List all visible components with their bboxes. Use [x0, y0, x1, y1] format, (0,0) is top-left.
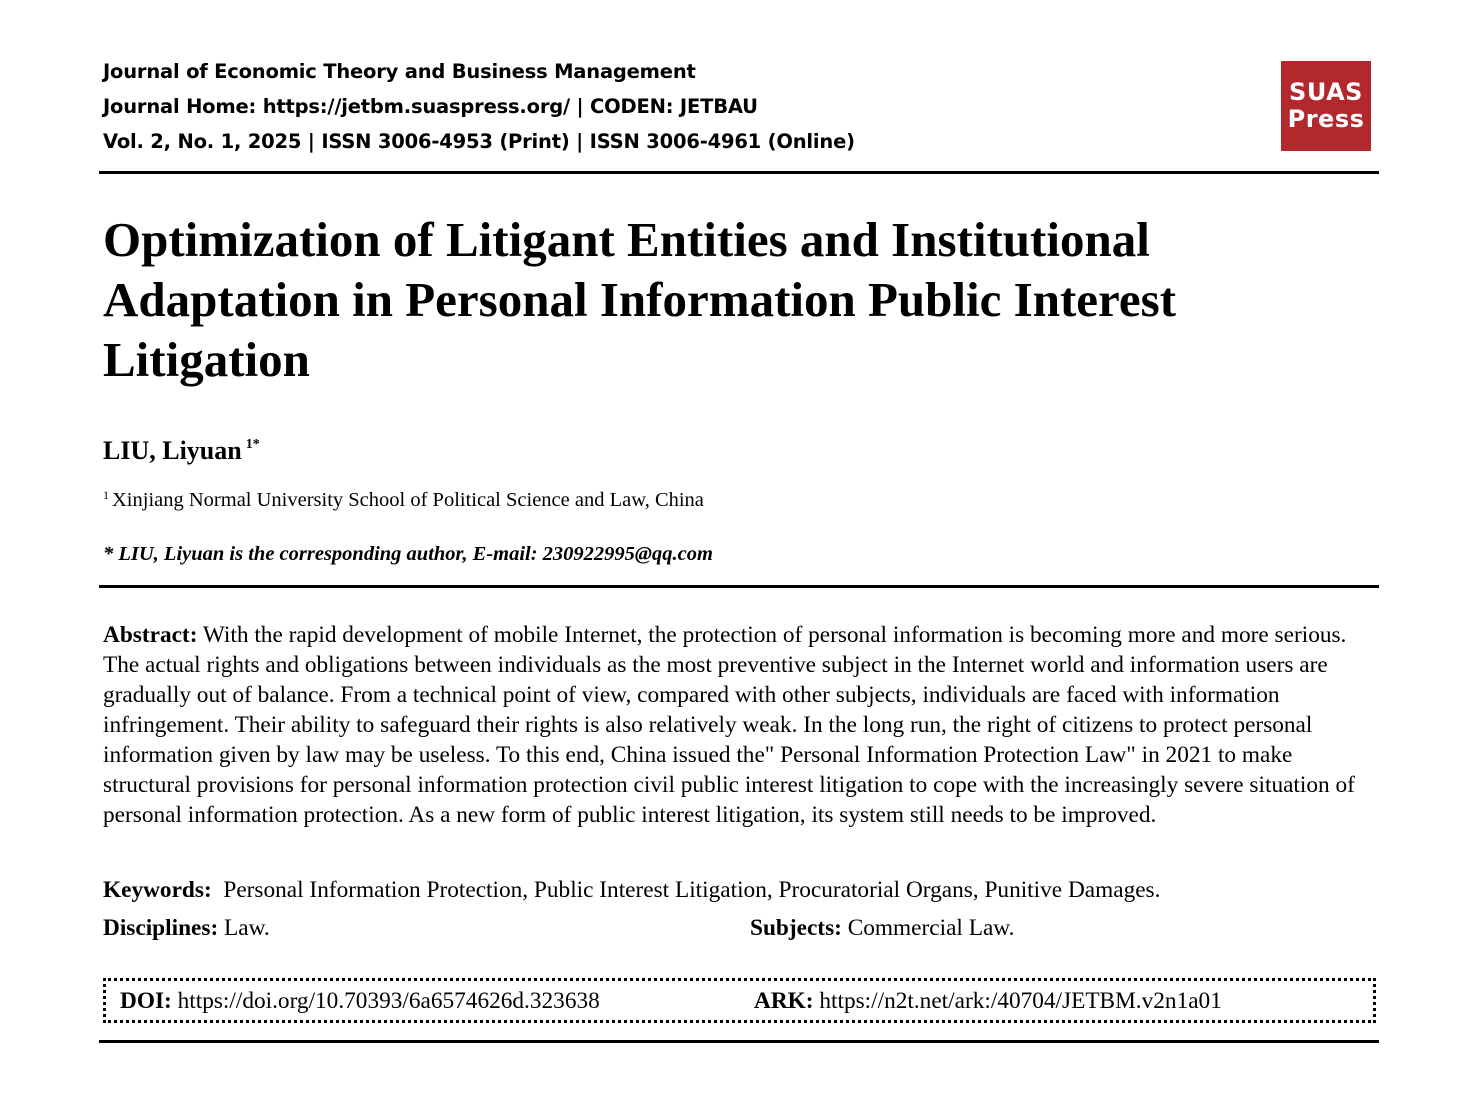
disciplines-line [103, 913, 270, 943]
doi-label: DOI: [120, 988, 172, 1014]
journal-name: Journal of Economic Theory and Business Management [103, 60, 696, 83]
author-marker: 1* [245, 437, 260, 452]
ark-label: ARK: [754, 988, 814, 1014]
disciplines-text: Law. [224, 915, 270, 941]
volume-issn-line: Vol. 2, No. 1, 2025 | ISSN 3006-4953 (Print) | ISSN 3006-4961 (Online) [103, 130, 855, 153]
identifier-box [103, 978, 1376, 1023]
keywords-line [103, 875, 1160, 905]
logo-line-1: SUAS [1289, 78, 1363, 106]
doi-link[interactable]: https://doi.org/10.70393/6a6574626d.323638 [177, 988, 600, 1014]
header-divider [99, 171, 1379, 174]
abstract-label: Abstract: [103, 622, 198, 648]
logo-line-2: Press [1287, 105, 1365, 133]
keywords-text: Personal Information Protection, Public Interest Litigation, Procuratorial Organs, Punitive Damages. [223, 877, 1161, 903]
subjects-line [750, 913, 1014, 943]
ark-link[interactable]: https://n2t.net/ark:/40704/JETBM.v2n1a01 [819, 988, 1222, 1014]
ark-line [754, 986, 1222, 1016]
author-line [103, 428, 260, 468]
doi-line [120, 986, 600, 1016]
affiliation-text: Xinjiang Normal University School of Political Science and Law, China [112, 489, 704, 511]
journal-home-line: Journal Home: https://jetbm.suaspress.org/ | CODEN: JETBAU [103, 95, 758, 118]
abstract-divider [99, 585, 1379, 588]
author-name: LIU, Liyuan [103, 436, 242, 465]
affiliation-line [103, 481, 704, 514]
keywords-label: Keywords: [103, 877, 212, 903]
disciplines-label: Disciplines: [103, 915, 219, 941]
abstract-paragraph [103, 620, 1373, 830]
footer-divider [99, 1040, 1379, 1043]
suas-press-logo [1281, 61, 1371, 151]
abstract-text: With the rapid development of mobile Internet, the protection of personal information is becoming more and more serious. The actual rights and obligations between individuals as the most preventive subject in the Internet world and information users are gradually out of balance. From a technical point of view, compared with other subjects, individuals are faced with information infringement. Their ability to safeguard their rights is also relatively weak. In the long run, the right of citizens to protect personal information given by law may be useless. To this end, China issued the" Personal Information Protection Law" in 2021 to make structural provisions for personal information protection civil public interest litigation to cope with the increasingly severe situation of personal information protection. As a new form of public interest litigation, its system still needs to be improved. [103, 622, 1355, 828]
affiliation-marker: 1 [103, 488, 109, 502]
subjects-text: Commercial Law. [847, 915, 1015, 941]
article-title: Optimization of Litigant Entities and Institutional Adaptation in Personal Information Public Interest Litigation [103, 212, 1177, 387]
subjects-label: Subjects: [750, 915, 842, 941]
journal-header [103, 54, 855, 159]
corresponding-author-note: * LIU, Liyuan is the corresponding author, E-mail: 230922995@qq.com [103, 543, 713, 565]
